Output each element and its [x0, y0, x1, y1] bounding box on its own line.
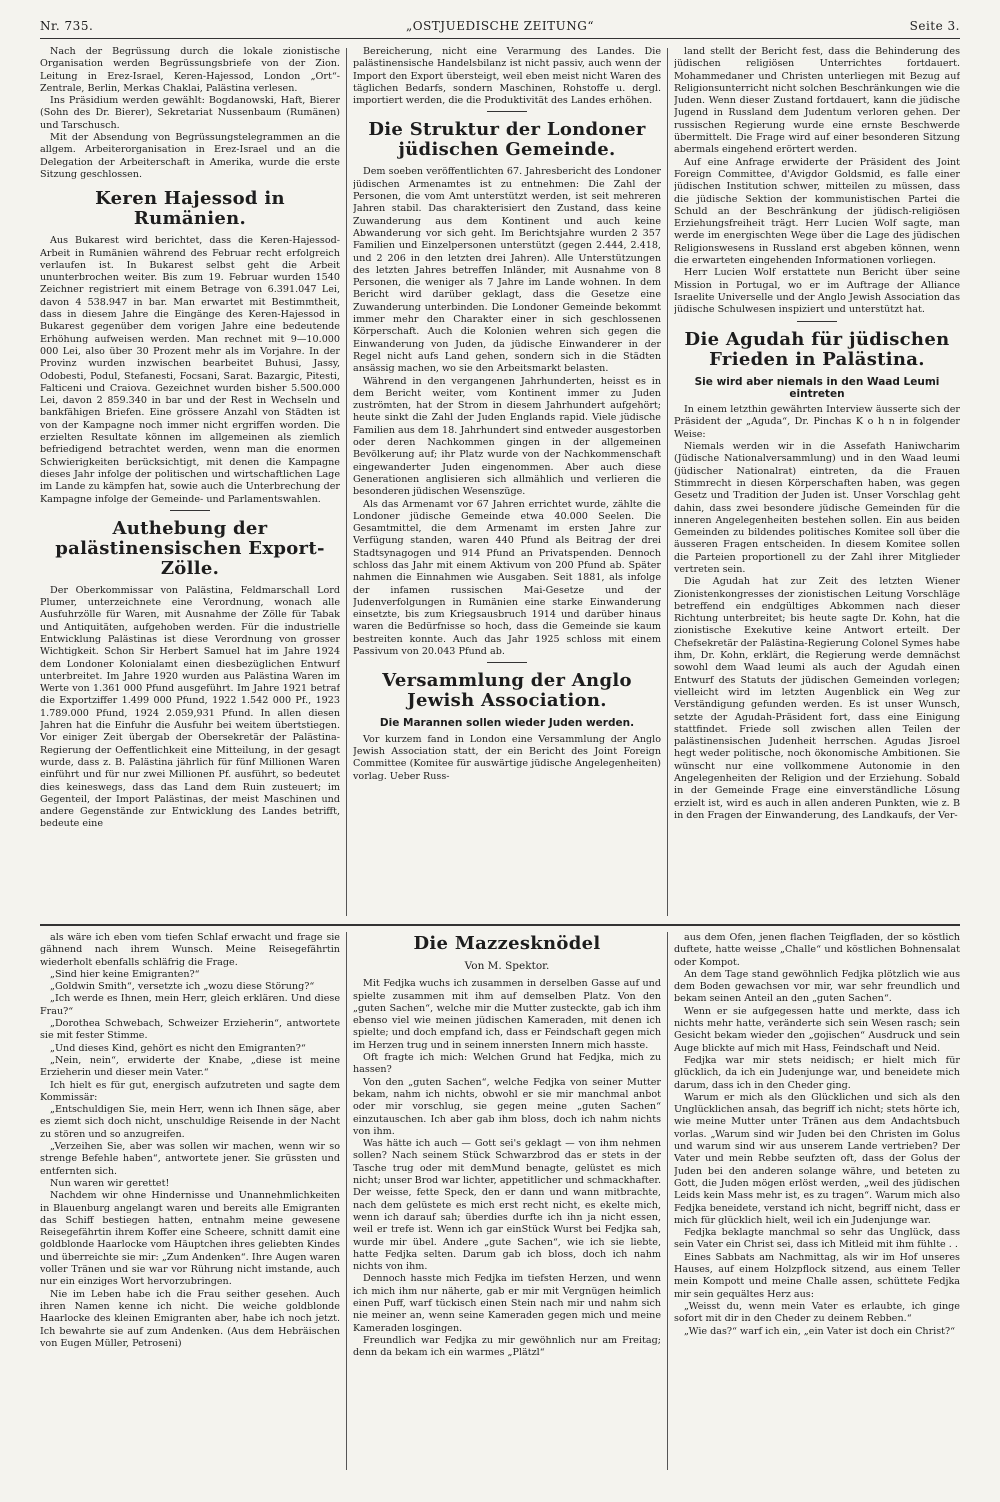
paragraph: Nun waren wir gerettet! [50, 1177, 170, 1189]
feuilleton-left-column [40, 932, 340, 1472]
paragraph: Vor kurzem fand in London eine Versammlung der Anglo Jewish Association statt, der ein Bericht des Joint Foreign Committee (Komitee für auswärtige jüdische Angelegenheiten) vorlag. Ueber Russ- [353, 733, 661, 782]
story-mazzeskn-del [353, 978, 661, 1359]
paragraph: „Nein, nein“, erwiderte der Knabe, „diese ist meine Erzieherin und dieser mein Vater.“ [40, 1054, 340, 1079]
story-mazzeskn-del-continued [674, 932, 960, 1338]
article-londoner-gemeinde [353, 166, 661, 658]
issue-number: Nr. 735. [40, 19, 94, 33]
feuilleton-middle-column [353, 932, 661, 1472]
headline-keren-hajessod: Keren Hajessod in Rumänien. [95, 188, 285, 230]
short-divider [487, 662, 527, 663]
paragraph: als wäre ich eben vom tiefen Schlaf erwacht und frage sie gähnend nach ihrem Wunsch. Meine Reisegefährtin wiederholt ebenfalls schläfrig die Frage. [40, 932, 340, 968]
paragraph: aus dem Ofen, jenen flachen Teigfladen, der so köstlich duftete, hatte weisse „Challe“ und köstlichen Bohnensalat oder Kompot. [674, 932, 960, 968]
paragraph: „Goldwin Smith“, versetzte ich „wozu diese Störung?“ [50, 981, 315, 993]
paragraph: Dem soeben veröffentlichten 67. Jahresbericht des Londoner jüdischen Armenamtes ist zu entnehmen: Die Zahl der Personen, die vom Amt unterstützt werden, ist seit mehreren Jahren stabil. Das charakterisiert den Zustand, dass keine Zuwanderung aus dem Kontinent und auch keine Abwanderung vor sich geht. Im Berichtsjahre wurden 2 357 Familien und Einzelpersonen unterstützt (gegen 2.444, 2.418, und 2 206 in den letzten drei Jahren). Alle Unterstützungen des letzten Jahres betreffen Inländer, mit Ausnahme von 8 Personen, die weniger als 7 Jahre im Lande wohnen. In dem Bericht wird darüber geklagt, dass die Gesetze eine Zuwanderung unterbinden. Die Londoner Gemeinde bekommt immer mehr den Charakter einer in sich geschlossenen Körperschaft. Auch die Kolonien wehren sich gegen die Einwanderung von Juden, da jüdische Einwanderer in der Regel nicht aufs Land gehen, sondern sich in die Städten ansässig machen, wo sie den Arbeitsmarkt belasten. [353, 166, 661, 375]
paragraph: Nachdem wir ohne Hindernisse und Unannehmlichkeiten in Blauenburg angelangt waren und bereits alle Emigranten das Schiff bestiegen hatten, entnahm meine gewesene Reisegefährtin ihrem Koffer eine Scheere, schnitt damit eine goldblonde Haarlocke vom Häuptchen ihres geliebten Kindes und überreichte sie mir: „Zum Andenken“. Ihre Augen waren voller Tränen und sie war vor Rührung nicht imstande, auch nur ein einziges Wort hervorzubringen. [40, 1190, 340, 1288]
paragraph: „Und dieses Kind, gehört es nicht den Emigranten?“ [50, 1042, 306, 1054]
subheadline-marannen: Die Marannen sollen wieder Juden werden. [379, 717, 635, 730]
paragraph: Ins Präsidium werden gewählt: Bogdanowski, Haft, Bierer (Sohn des Dr. Bierer), Sekretariat Nussenbaum (Rumänen) und Tarschusch. [40, 95, 340, 131]
paragraph: „Wie das?“ warf ich ein, „ein Vater ist doch ein Christ?“ [684, 1325, 956, 1337]
paragraph: „Entschuldigen Sie, mein Herr, wenn ich Ihnen säge, aber es ziemt sich doch nicht, unschuldige Reisende in der Nacht zu stören und so anzugreifen. [40, 1104, 340, 1140]
column-divider [346, 48, 347, 916]
paragraph: Nie im Leben habe ich die Frau seither gesehen. Auch ihren Namen kenne ich nicht. Die weiche goldblonde Haarlocke des kleinen Emigranten aber, habe ich noch jetzt. Ich bewahrte sie auf zum Andenken. (Aus dem Hebräischen von Eugen Müller, Petroseni) [40, 1288, 340, 1349]
headline-anglo-jewish: Versammlung der Anglo Jewish Association. [382, 670, 632, 712]
paragraph: Die Agudah hat zur Zeit des letzten Wiener Zionistenkongresses der zionistischen Leitung Vorschläge betreffend ein endgültiges Abkommen nach dieser Richtung unterbreitet; bis heute sagte Dr. Kohn, hat die zionistische Exekutive keine Antwort erteilt. Der Chefsekretär der Palästina-Regierung Colonel Symes habe ihm, Dr. Kohn, erklärt, die Regierung werde demnächst sowohl dem Waad leumi als auch der Agudah einen Entwurf des Statuts der jüdischen Gemeinden vorlegen; vielleicht wird im letzten Augenblick ein Weg zur Verständigung gefunden werden. Es ist unser Wunsch, setzte der Agudah-Präsident fort, dass eine Einigung stattfindet. Friede soll zwischen allen Teilen der palästinensischen Judenheit herrschen. Agudas Jisroel hegt weder politische, noch ökonomische Ambitionen. Sie wünscht nur eine vollkommene Autonomie in den Angelegenheiten der Religion und der Erziehung. Sobald in der Gemeinde Frage eine einverständliche Lösung erzielt ist, wird es auch in allen anderen Punkten, wie z. B in den Fragen der Einwanderung, des Landkaufs, der Ver- [674, 576, 960, 821]
paragraph: Während in den vergangenen Jahrhunderten, heisst es in dem Bericht weiter, vom Kontinent immer zu Juden zuströmten, hat der Strom in diesem Jahrhundert aufgehört; heute sinkt die Zahl der Juden Englands rapid. Viele jüdische Familien aus dem 18. Jahrhundert sind entweder ausgestorben oder deren Nachkommen gingen in der allgemeinen Bevölkerung auf; ihr Platz wurde von der Nachkommenschaft eingewanderter Juden eingenommen. Aber auch diese Generationen anglisieren sich allmählich und verlieren die besonderen jüdischen Wesenszüge. [353, 375, 661, 498]
paragraph: Niemals werden wir in die Assefath Haniwcharim (Jüdische Nationalversammlung) und in den Waad leumi (jüdischer Nationalrat) eintreten, da die Frauen Stimmrecht in diesen Körperschaften haben, was gegen Gesetz und Tradition der Juden ist. Unser Vorschlag geht dahin, dass zwei besondere jüdische Gemeinden für die inneren Angelegenheiten bestehen sollen. Ein aus beiden Gemeinden zu bildendes politisches Komitee soll über die äusseren Fragen entscheiden. In diesem Komitee sollen die Parteien proportionell zu der Zahl ihrer Mitglieder vertreten sein. [674, 441, 960, 575]
paragraph: Was hätte ich auch — Gott sei's geklagt — von ihm nehmen sollen? Nach seinem Stück Schwarzbrod das er stets in der Tasche trug oder mit demMund benagte, gelüstet es mich nicht; unser Brod war lichter, appetitlicher und schmackhafter. Der weisse, fette Speck, den er dann und wann mitbrachte, nach dem gelüstete es mich erst recht nicht, es ekelte mich, wenn ich darauf sah; überdies durfte ich ihn ja nicht essen, weil er trefe ist. Wenn ich gar einStück Wurst bei Fedjka sah, wurde mir übel. Andere „gute Sachen“, wie ich sie liebte, hatte Fedjka selten. Darum gab ich bloss, doch ich nahm nichts von ihm. [353, 1138, 661, 1273]
article-agudah [674, 404, 960, 822]
col2-intro [353, 46, 661, 107]
feuilleton-right-column [674, 932, 960, 1472]
page-header [40, 16, 960, 39]
column-1 [40, 46, 340, 918]
paragraph: Wenn er sie aufgegessen hatte und merkte, dass ich nichts mehr hatte, veränderte sich sein Wesen rasch; sein Gesicht bekam wieder den „gojischen“ Ausdruck und sein Auge blickte auf mich mit Hass, Feindschaft und Neid. [674, 1005, 960, 1054]
paragraph: „Weisst du, wenn mein Vater es erlaubte, ich ginge sofort mit dir in den Cheder zu deinem Rebben.“ [674, 1300, 960, 1325]
short-divider [487, 111, 527, 112]
headline-agudah: Die Agudah für jüdischen Frieden in Palästina. [684, 328, 950, 370]
column-3 [674, 46, 960, 918]
short-divider [170, 510, 210, 511]
paragraph: „Ich werde es Ihnen, mein Herr, gleich erklären. Und diese Frau?“ [40, 993, 340, 1017]
paragraph: Oft fragte ich mich: Welchen Grund hat Fedjka, mich zu hassen? [353, 1052, 661, 1076]
paragraph: Fedjka war mir stets neidisch; er hielt mich für glücklich, da ich ein Judenjunge war, und beneidete mich darum, dass ich in den Cheder ging. [674, 1054, 960, 1091]
paragraph: „Sind hier keine Emigranten?“ [50, 968, 200, 980]
article-anglo-jewish [353, 734, 661, 783]
paragraph: Nach der Begrüssung durch die lokale zionistische Organisation werden Begrüssungsbriefe von der Zion. Leitung in Erez-Israel, Keren-Hajessod, London „Ort“-Zentrale, Berlin, Merkas Chaklai, Palästina verlesen. [40, 46, 340, 94]
short-divider [797, 321, 837, 322]
headline-export-zoelle: Authebung der palästinensischen Export-Zölle. [55, 517, 325, 579]
paragraph: Freundlich war Fedjka zu mir gewöhnlich nur am Freitag; denn da bekam ich ein warmes „Plätzl“ [353, 1334, 661, 1359]
paragraph: Mit Fedjka wuchs ich zusammen in derselben Gasse auf und spielte zusammen mit ihm auf demselben Platz. Von den „guten Sachen“, welche mir die Mutter zusteckte, gab ich ihm ebenso viel wie meinen jüdischen Kameraden, mit denen ich spielte; und doch empfand ich, dass er Feindschaft gegen mich im Herzen trug und in seinem innersten Innern mich hasste. [353, 978, 661, 1051]
subheadline-agudah: Sie wird aber niemals in den Waad Leumi eintreten [694, 375, 940, 400]
paragraph: Bereicherung, nicht eine Verarmung des Landes. Die palästinensische Handelsbilanz ist nicht passiv, auch wenn der Import den Export übersteigt, weil eben meist nicht Waren des täglichen Bedarfs, sondern Maschinen, Rohstoffe u. dergl. importiert werden, die die Produktivität des Landes erhöhen. [353, 46, 661, 107]
paragraph: Eines Sabbats am Nachmittag, als wir im Hof unseres Hauses, auf einem Holzpflock sitzend, aus einem Teller mein Kompott und meine Challe assen, schüttete Fedjka mir sein gequältes Herz aus: [674, 1251, 960, 1300]
article-export-zoelle [40, 585, 340, 831]
paragraph: Fedjka beklagte manchmal so sehr das Unglück, dass sein Vater ein Christ sei, dass ich Mitleid mit ihm fühlte . . [674, 1227, 960, 1251]
headline-londoner-gemeinde: Die Struktur der Londoner jüdischen Gemeinde. [368, 119, 646, 161]
byline-spektor: Von M. Spektor. [464, 960, 550, 972]
paragraph: Ich hielt es für gut, energisch aufzutreten und sagte dem Kommissär: [40, 1079, 340, 1103]
paragraph: Herr Lucien Wolf erstattete nun Bericht über seine Mission in Portugal, wo er im Auftrage der Alliance Israelite Universelle und der Anglo Jewish Association das jüdische Schulwesen inspiziert und unterstützt hat. [674, 267, 960, 316]
article-keren-hajessod [40, 235, 340, 506]
feuilleton-emigrant-story [40, 932, 340, 1350]
column-divider [667, 48, 668, 916]
col1-intro [40, 46, 340, 181]
paragraph: Aus Bukarest wird berichtet, dass die Keren-Hajessod-Arbeit in Rumänien während des Februar recht erfolgreich verlaufen ist. In Bukarest selbst geht die Arbeit ununterbrochen weiter. Bis zum 19. Februar wurden 1540 Zeichner registriert mit einem Betrage von 6.391.047 Lei, davon 4 538.947 in bar. Man erwartet mit Bestimmtheit, dass in diesem Jahre die Eingänge des Keren-Hajessod in Bukarest gegenüber dem vorigen Jahre eine bedeutende Erhöhung aufweisen werden. Man rechnet mit 9—10.000 000 Lei, also über 30 Prozent mehr als im Vorjahre. In der Provinz wurden inzwischen bearbeitet Buhusi, Jassy, Odobesti, Podul, Stefanesti, Focsani, Sarat. Bazargic, Pitesti, Falticeni und Craiova. Gezeichnet wurden bisher 5.500.000 Lei, davon 2 859.340 in bar und der Rest in Wechseln und bankfähigen Briefen. Eine grössere Anzahl von Städten ist von der Kampagne noch immer nicht ergriffen worden. Die erzielten Resultate können im allgemeinen als ziemlich befriedigend betrachtet werden, wenn man die enormen Schwierigkeiten berücksichtigt, mit denen die Kampagne dieses Jahr infolge der politischen und wirtschaftlichen Lage im Lande zu kämpfen hat, sowie auch die Unterbrechung der Kampagne infolge der Gemeinde- und Parlamentswahlen. [40, 235, 340, 505]
paragraph: „Dorothea Schwebach, Schweizer Erzieherin“, antwortete sie mit fester Stimme. [40, 1018, 340, 1042]
paragraph: Mit der Absendung von Begrüssungstelegrammen an die allgem. Arbeiterorganisation in Erez-Israel und an die Delegation der Arbeiterschaft in Amerika, wurde die erste Sitzung geschlossen. [40, 132, 340, 180]
column-divider [667, 932, 668, 1470]
paragraph: Als das Armenamt vor 67 Jahren errichtet wurde, zählte die Londoner jüdische Gemeinde etwa 40.000 Seelen. Die Gesamtmittel, die dem Armenamt im ersten Jahre zur Verfügung standen, waren 440 Pfund als Beitrag der drei Stadtsynagogen und 914 Pfund an Privatspenden. Dennoch schloss das Jahr mit einem Aktivum von 200 Pfund ab. Später nahmen die Einnahmen wie Ausgaben. Seit 1881, als infolge der infamen russischen Mai-Gesetze und der Judenverfolgungen in Rumänien eine starke Einwanderung einsetzte, bis zum Kriegsausbruch 1914 und darüber hinaus waren die Bedürfnisse so hoch, dass die Gemeinde sie kaum bestreiten konnte. Auch das Jahr 1925 schloss mit einem Passivum von 20.043 Pfund ab. [353, 498, 661, 658]
paragraph: Warum er mich als den Glücklichen und sich als den Unglücklichen ansah, das begriff ich nicht; stets hörte ich, wie meine Mutter unter Tränen aus dem Andachtsbuch vorlas. „Warum sind wir Juden bei den Christen im Golus und warum sind wir aus unserem Lande vertrieben? Der Vater und mein Rebbe seufzten oft, dass der Golus der Juden bei den anderen solange währe, und beteten zu Gott, die Juden mögen erlöst werden, „weil des jüdischen Leids kein Mass mehr ist, es zu tragen“. Warum mich also Fedjka beneidete, verstand ich nicht, begriff nicht, dass er mich für glücklich hielt, weil ich ein Judenjunge war. [674, 1091, 960, 1226]
page-number: Seite 3. [909, 19, 960, 33]
column-divider [346, 932, 347, 1470]
paragraph: Dennoch hasste mich Fedjka im tiefsten Herzen, und wenn ich mich ihm nur näherte, gab er mir mit Vergnügen heimlich einen Puff, warf tückisch einen Stein nach mir und nahm sich nie meiner an, wenn seine Kameraden gegen mich und meine Kameraden losgingen. [353, 1273, 661, 1334]
column-2 [353, 46, 661, 918]
paragraph: An dem Tage stand gewöhnlich Fedjka plötzlich wie aus dem Boden gewachsen vor mir, war sehr freundlich und bekam seinen Anteil an den „guten Sachen“. [674, 968, 960, 1005]
newspaper-title: „OSTJUEDISCHE ZEITUNG“ [406, 19, 594, 33]
col3-intro [674, 46, 960, 317]
paragraph: Der Oberkommissar von Palästina, Feldmarschall Lord Plumer, unterzeichnete eine Verordnung, wonach alle Ausfuhrzölle für Waren, mit Ausnahme der Zölle für Tabak und Antiquitäten, aufgehoben werden. Für die industrielle Entwicklung Palästinas ist diese Verordnung von grosser Wichtigkeit. Schon Sir Herbert Samuel hat im Jahre 1924 dem Londoner Kolonialamt einen diesbezüglichen Entwurf unterbreitet. Im Jahre 1920 wurden aus Palästina Waren im Werte von 1.361 000 Pfund ausgeführt. Im Jahre 1921 betraf die Exportziffer 1.499 000 Pfund, 1922 1.542 000 Pf., 1923 1.789.000 Pfund, 1924 2.059,931 Pfund. In allen diesen Jahren hat die Einfuhr die Ausfuhr bei weitem übertstiegen. Vor einiger Zeit übergab der Obersekretär der Palästina-Regierung der Oeffentlichkeit eine Mitteilung, in der gesagt wurde, dass z. B. Palästina jährlich für fünf Millionen Waren einführt und für nur zwei Millionen Pf. ausführt, so bedeutet dies keineswegs, dass das Land dem Ruin zusteuert; im Gegenteil, der Import Palästinas, der meist Maschinen und andere Gegenstände zur Entwicklung des Landes betrifft, bedeute eine [40, 584, 340, 830]
paragraph: In einem letzthin gewährten Interview äusserte sich der Präsident der „Aguda“, Dr. Pinchas K o h n in folgender Weise: [674, 404, 960, 440]
paragraph: „Verzeihen Sie, aber was sollen wir machen, wenn wir so strenge Befehle haben“, antwortete jener. Sie grüssten und entfernten sich. [40, 1141, 340, 1177]
paragraph: Auf eine Anfrage erwiderte der Präsident des Joint Foreign Committee, d'Avigdor Goldsmid, es falle einer jüdischen Institution schwer, mitteilen zu müssen, dass die jüdische Sektion der kommunistischen Partei die Schuld an der Beschränkung der jüdisch-religiösen Erziehungsfreiheit trägt. Herr Lucien Wolf sagte, man werde im energischten Wege über die Lage des jüdischen Religionswesens in Russland erst abgeben können, wenn die erwarteten eingehenden Informationen vorliegen. [674, 156, 960, 267]
feuilleton-divider [40, 924, 960, 926]
paragraph: Von den „guten Sachen“, welche Fedjka von seiner Mutter bekam, nahm ich nichts, obwohl er sie mir manchmal anbot oder mir vorschlug, sie gegen meine „guten Sachen“ einzutauschen. Ich aber gab ihm bloss, doch ich nahm nichts von ihm. [353, 1076, 661, 1137]
paragraph: land stellt der Bericht fest, dass die Behinderung des jüdischen religiösen Unterrichtes fortdauert. Mohammedaner und Christen unterliegen mit Bezug auf Religionsunterricht nicht solchen Beschränkungen wie die Juden. Wenn dieser Zustand fortdauert, kann die jüdische Jugend in Russland dem Judentum verloren gehen. Der russischen Regierung wurde eine ernste Beschwerde übermittelt. Die Frage wird auf einer besonderen Sitzung abermals eingehend erörtert werden. [674, 46, 960, 156]
headline-mazzeskn-del: Die Mazzesknödel [413, 933, 601, 954]
